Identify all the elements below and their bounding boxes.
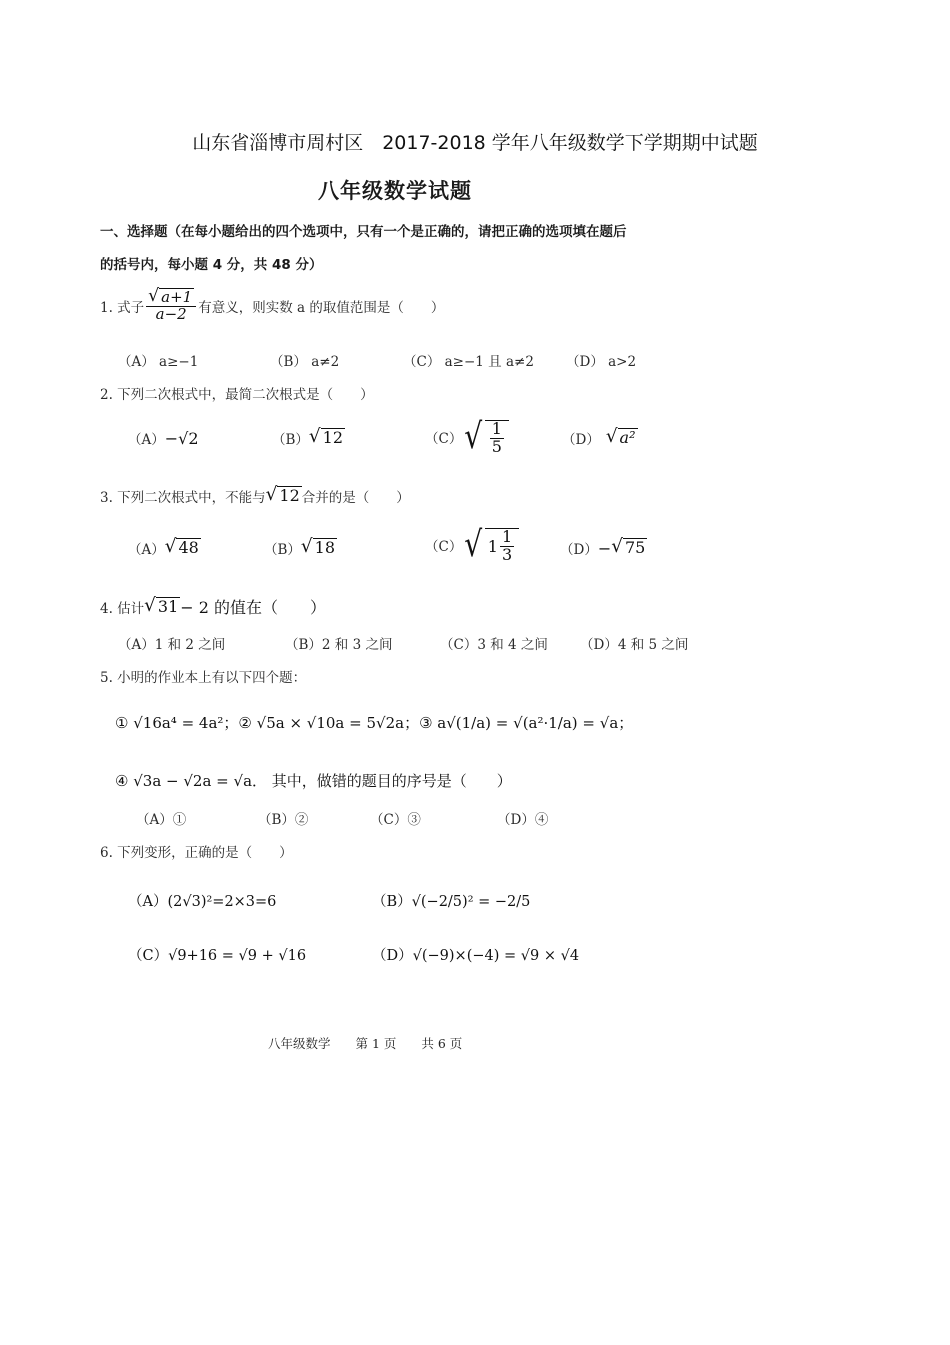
q1-option-d: （D） a>2 [566, 354, 637, 370]
q1-option-c: （C） a≥−1 且 a≠2 [403, 354, 534, 370]
q2-option-a: （A） −√2 [128, 428, 199, 448]
page-footer: 八年级数学 第 1 页 共 6 页 [268, 1036, 463, 1051]
q5-option-d: （D）④ [497, 812, 549, 828]
q4-option-d: （D）4 和 5 之间 [580, 637, 689, 653]
q1-option-a: （A） a≥−1 [118, 354, 199, 370]
q2-option-b: （B） √ 12 [272, 426, 343, 448]
question-1-suffix: 有意义，则实数 a 的取值范围是（ ） [198, 299, 445, 316]
q4-option-b: （B）2 和 3 之间 [285, 637, 393, 653]
q5-option-c: （C）③ [370, 812, 421, 828]
question-2-stem: 2. 下列二次根式中，最简二次根式是（ ） [100, 387, 374, 403]
q3-option-c: （C） √ 1 $\frac{1}{3}$ [425, 526, 519, 564]
q3-option-a: （A） √ 48 [128, 536, 199, 558]
document-header-title: 山东省淄博市周村区 2017-2018 学年八年级数学下学期期中试题 [192, 132, 758, 154]
q2-option-c: （C） √ $\frac{1}{5}$ [425, 418, 509, 456]
exam-title: 八年级数学试题 [318, 179, 472, 203]
question-1-stem [100, 288, 444, 323]
section-instructions-line1: 一、选择题（在每小题给出的四个选项中，只有一个是正确的，请把正确的选项填在题后 [100, 224, 627, 240]
q2-option-d: （D） √ a² [562, 426, 636, 448]
q5-option-a: （A）① [136, 812, 187, 828]
q4-option-a: （A）1 和 2 之间 [118, 637, 226, 653]
question-1-prefix: 1. 式子 [100, 299, 145, 316]
fraction-denominator: a−2 [155, 305, 187, 324]
q4-option-c: （C）3 和 4 之间 [440, 637, 548, 653]
q3-option-d: （D） − √ 75 [560, 536, 646, 558]
question-5-stem: 5. 小明的作业本上有以下四个题： [100, 670, 307, 686]
q5-item-4: ④ √3a − √2a = √a． 其中，做错的题目的序号是（ ） [115, 772, 512, 790]
q5-option-b: （B）② [258, 812, 309, 828]
section-instructions-line2: 的括号内，每小题 4 分，共 48 分） [100, 257, 323, 273]
q6-option-d: （D）√(−9)×(−4) = √9 × √4 [372, 948, 580, 964]
fraction-numerator: √ a+1 [146, 288, 196, 307]
question-4-stem: 4. 估计 √ 31 − 2 的值在（ ） [100, 594, 327, 617]
q1-option-b: （B） a≠2 [270, 354, 340, 370]
q6-option-a: （A）(2√3)²=2×3=6 [128, 894, 277, 910]
question-1-fraction [146, 288, 196, 323]
question-6-stem: 6. 下列变形，正确的是（ ） [100, 845, 293, 861]
question-3-stem: 3. 下列二次根式中，不能与 √ 12 合并的是（ ） [100, 484, 410, 506]
q3-option-b: （B） √ 18 [264, 536, 335, 558]
q6-option-b: （B）√(−2/5)² = −2/5 [372, 894, 531, 910]
q6-option-c: （C）√9+16 = √9 + √16 [128, 948, 307, 964]
q5-items-1-3: ① √16a⁴ = 4a²；② √5a × √10a = 5√2a；③ a√(1/a) = √(a²·1/a) = √a； [115, 714, 634, 732]
